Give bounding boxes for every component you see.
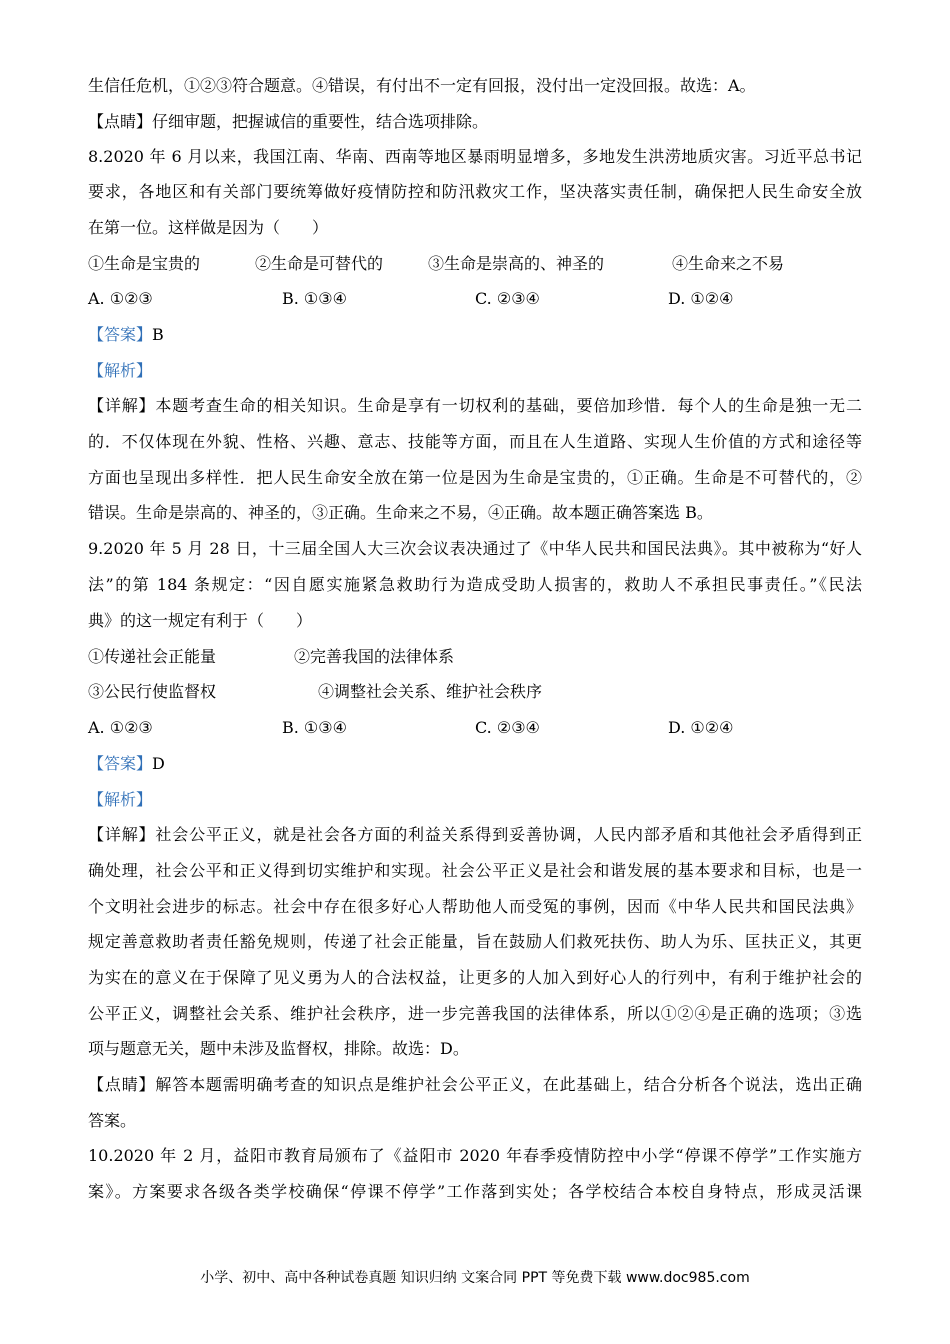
q9-detail: 公平正义，调整社会关系、维护社会秩序，进一步完善我国的法律体系，所以①②④是正确的选项；③选 (88, 1004, 862, 1023)
page-footer: 小学、初中、高中各种试卷真题 知识归纳 文案合同 PPT 等免费下载 www.doc985.com (200, 1270, 750, 1286)
question-10-stem: 案》。方案要求各级各类学校确保“停课不停学”工作落到实处；各学校结合本校自身特点，形成灵活课 (88, 1182, 862, 1201)
q9-detail: 【详解】社会公平正义，就是社会各方面的利益关系得到妥善协调，人民内部矛盾和其他社会矛盾得到正 (88, 825, 862, 844)
q9-tip: 答案。 (88, 1111, 137, 1130)
q8-statement-1: ①生命是宝贵的 (88, 254, 201, 273)
q9-detail: 为实在的意义在于保障了见义勇为人的合法权益，让更多的人加入到好心人的行列中，有利于维护社会的 (88, 968, 862, 987)
q8-statement-2: ②生命是可替代的 (255, 254, 384, 273)
q9-statement-4: ④调整社会关系、维护社会秩序 (318, 682, 543, 701)
answer-value: D (152, 754, 165, 773)
question-9-stem: 9.2020 年 5 月 28 日，十三届全国人大三次会议表决通过了《中华人民共和国民法典》。其中被称为“好人 (88, 539, 862, 558)
q8-option-c: C. ②③④ (475, 289, 540, 308)
q8-option-d: D. ①②④ (668, 289, 734, 308)
q9-detail: 项与题意无关，题中未涉及监督权，排除。故选：D。 (88, 1039, 469, 1058)
q8-option-a: A. ①②③ (88, 289, 153, 308)
question-9-stem: 典》的这一规定有利于（ ） (88, 611, 313, 630)
q8-answer (88, 324, 164, 346)
q9-answer (88, 753, 165, 775)
q9-option-c: C. ②③④ (475, 718, 540, 737)
text-line: 生信任危机，①②③符合题意。④错误，有付出不一定有回报，没付出一定没回报。故选：A。 (88, 76, 756, 95)
q9-analysis-label: 【解析】 (88, 790, 153, 809)
q9-option-b: B. ①③④ (282, 718, 347, 737)
q9-detail: 规定善意救助者责任豁免规则，传递了社会正能量，旨在鼓励人们救死扶伤、助人为乐、匡扶正义，其更 (88, 932, 862, 951)
q8-statement-4: ④生命来之不易 (672, 254, 785, 273)
q8-detail: 错误。生命是崇高的、神圣的，③正确。生命来之不易，④正确。故本题正确答案选 B。 (88, 503, 713, 522)
q9-tip: 【点睛】解答本题需明确考查的知识点是维护社会公平正义，在此基础上，结合分析各个说法，选出正确 (88, 1075, 862, 1094)
text-line: 【点睛】仔细审题，把握诚信的重要性，结合选项排除。 (88, 112, 489, 131)
question-8-stem: 在第一位。这样做是因为（ ） (88, 218, 329, 237)
q8-analysis-label: 【解析】 (88, 361, 153, 380)
q9-detail: 个文明社会进步的标志。社会中存在很多好心人帮助他人而受冤的事例，因而《中华人民共和国民法典》 (88, 897, 862, 916)
answer-value: B (152, 325, 164, 344)
q8-detail: 的．不仅体现在外貌、性格、兴趣、意志、技能等方面，而且在人生道路、实现人生价值的方式和途径等 (88, 432, 862, 451)
question-8-stem: 要求，各地区和有关部门要统筹做好疫情防控和防汛救灾工作，坚决落实责任制，确保把人民生命安全放 (88, 182, 862, 201)
question-10-stem: 10.2020 年 2 月，益阳市教育局颁布了《益阳市 2020 年春季疫情防控中小学“停课不停学”工作实施方 (88, 1146, 862, 1165)
answer-label: 【答案】 (88, 754, 153, 773)
q8-detail: 【详解】本题考查生命的相关知识。生命是享有一切权利的基础，要倍加珍惜．每个人的生命是独一无二 (88, 396, 862, 415)
q9-option-a: A. ①②③ (88, 718, 153, 737)
q9-option-d: D. ①②④ (668, 718, 734, 737)
q8-detail: 方面也呈现出多样性．把人民生命安全放在第一位是因为生命是宝贵的，①正确。生命是不可替代的，② (88, 468, 862, 487)
question-8-stem: 8.2020 年 6 月以来，我国江南、华南、西南等地区暴雨明显增多，多地发生洪涝地质灾害。习近平总书记 (88, 147, 862, 166)
answer-label: 【答案】 (88, 325, 153, 344)
q9-detail: 确处理，社会公平和正义得到切实维护和实现。社会公平正义是社会和谐发展的基本要求和目标，也是一 (88, 861, 862, 880)
q9-statement-2: ②完善我国的法律体系 (294, 647, 455, 666)
q8-statement-3: ③生命是崇高的、神圣的 (428, 254, 605, 273)
q8-option-b: B. ①③④ (282, 289, 347, 308)
question-9-stem: 法”的第 184 条规定：“因自愿实施紧急救助行为造成受助人损害的，救助人不承担民事责任。”《民法 (88, 575, 862, 594)
q9-statement-3: ③公民行使监督权 (88, 682, 217, 701)
q9-statement-1: ①传递社会正能量 (88, 647, 217, 666)
